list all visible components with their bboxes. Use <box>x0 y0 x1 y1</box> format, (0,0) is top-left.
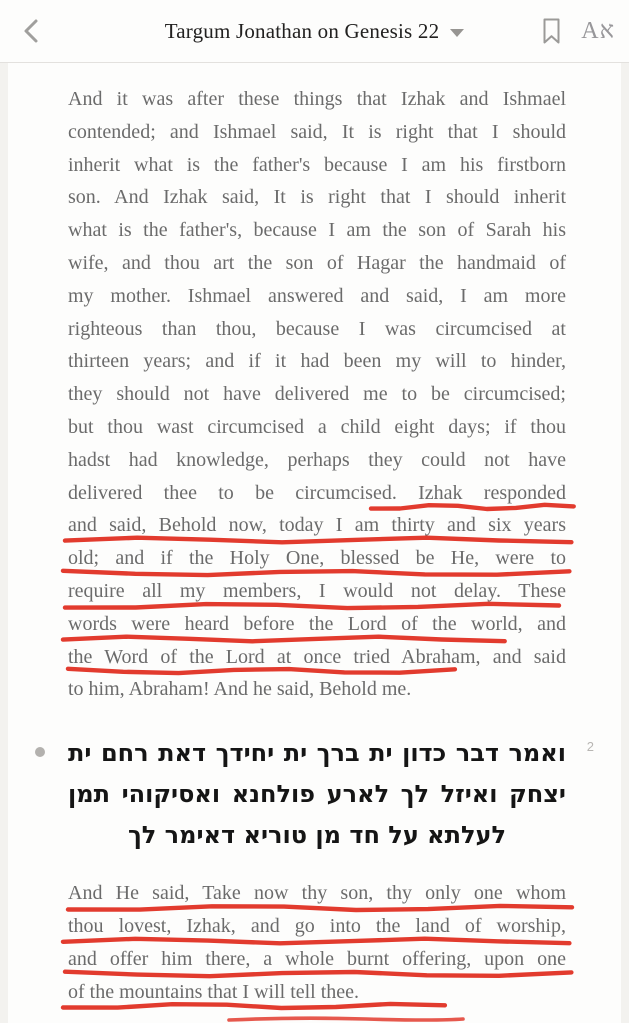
page-title: Targum Jonathan on Genesis 22 <box>164 18 440 43</box>
english-line: what is the father's, because I am the son of Sarah his <box>68 219 566 242</box>
header-actions <box>542 0 615 62</box>
english-line: and offer him there, a whole burnt offering, upon one <box>68 943 566 976</box>
english-line: old; and if the Holy One, blessed be He, were to <box>68 542 566 575</box>
chevron-left-icon <box>20 18 44 44</box>
font-size-icon: Aא <box>581 18 615 44</box>
hebrew-line: לעלתא על חד מן טוריא דאימר לך <box>127 820 507 850</box>
top-bar <box>0 0 629 63</box>
english-line: inherit what is the father's because I am his firstborn <box>68 153 566 176</box>
font-size-button[interactable] <box>581 19 615 43</box>
english-line: require all my members, I would not delay. These <box>68 575 566 608</box>
verse-1-english[interactable] <box>68 83 566 706</box>
title-dropdown[interactable] <box>165 19 465 44</box>
back-button[interactable] <box>16 15 48 47</box>
english-line: wife, and thou art the son of Hagar the handmaid of <box>68 251 566 274</box>
verse-2-segment[interactable] <box>68 732 594 1008</box>
english-line: words were heard before the Lord of the world, and <box>68 608 566 641</box>
chevron-down-icon <box>450 29 464 37</box>
english-line: thou lovest, Izhak, and go into the land of worship, <box>68 910 566 943</box>
segment-bullet[interactable] <box>35 747 45 757</box>
english-line: they should not have delivered me to be circumcised; <box>68 383 566 406</box>
english-line: to him, Abraham! And he said, Behold me. <box>68 678 412 701</box>
english-line: contended; and Ishmael said, It is right that I should <box>68 120 566 143</box>
reader-page <box>8 63 621 1023</box>
bookmark-icon <box>542 17 561 45</box>
english-line: but thou wast circumcised a child eight days; if thou <box>68 415 566 438</box>
hebrew-line: יצחק ואיזל לך לארע פולחנא ואסיקוהי תמן <box>68 779 566 809</box>
english-line: righteous than thou, because I was circumcised at <box>68 317 566 340</box>
english-line: hadst had knowledge, perhaps they could not have <box>68 448 566 471</box>
english-line: delivered thee to be circumcised. Izhak responded <box>68 477 566 510</box>
english-line: And it was after these things that Izhak and Ishmael <box>68 88 566 110</box>
verse-2-hebrew[interactable] <box>68 732 566 855</box>
hebrew-line: ואמר דבר כדון ית ברך ית יחידך דאת רחם ית <box>68 738 566 768</box>
english-line: thirteen years; and if it had been my will to hinder, <box>68 350 566 373</box>
verse-2-english[interactable] <box>68 877 566 1008</box>
english-line: of the mountains that I will tell thee. <box>68 976 566 1009</box>
red-underline <box>61 1000 447 1012</box>
english-line: son. And Izhak said, It is right that I should inherit <box>68 186 566 209</box>
bookmark-button[interactable] <box>542 17 561 45</box>
english-line: and said, Behold now, today I am thirty and six years <box>68 509 566 542</box>
text-column <box>68 63 594 1008</box>
red-underline-fragment <box>226 1015 466 1023</box>
english-line: And He said, Take now thy son, thy only one whom <box>68 877 566 910</box>
english-line: my mother. Ishmael answered and said, I am more <box>68 284 566 307</box>
verse-number: 2 <box>586 739 594 755</box>
english-line: the Word of the Lord at once tried Abraham, and said <box>68 641 566 674</box>
